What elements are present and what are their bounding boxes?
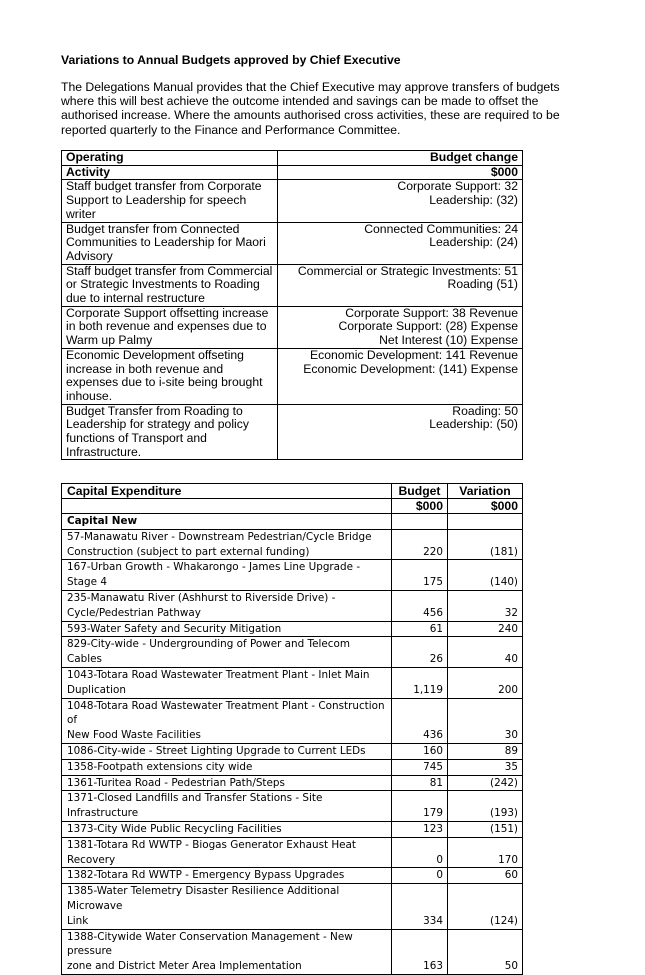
- empty-cell: [392, 514, 448, 530]
- cell-line: 1385-Water Telemetry Disaster Resilience Additional Microwave: [67, 885, 340, 912]
- capital-budget-cell: 745: [392, 759, 448, 775]
- capital-budget-cell: 160: [392, 743, 448, 759]
- capital-project-cell: [62, 775, 392, 791]
- cell-line: 235-Manawatu River (Ashhurst to Riverside Drive) -: [67, 591, 336, 604]
- operating-header-row: [62, 151, 523, 166]
- capital-project-cell: [62, 821, 392, 837]
- capital-variation-cell: 50: [448, 929, 523, 974]
- operating-change-cell: [278, 404, 523, 460]
- cell-line: 829-City-wide - Undergrounding of Power and Telecom Cables: [67, 638, 350, 666]
- capital-budget-cell: 436: [392, 698, 448, 743]
- cell-line: 593-Water Safety and Security Mitigation: [67, 622, 282, 635]
- cell-line: Communities to Leadership for Maori: [66, 235, 266, 250]
- operating-header-row: [62, 165, 523, 180]
- cell-line: writer: [66, 206, 96, 221]
- cell-line: Budget transfer from Connected: [66, 222, 240, 236]
- cell-line: New Food Waste Facilities: [67, 729, 201, 742]
- cell-line: Budget Transfer from Roading to: [66, 404, 243, 418]
- operating-row: [62, 264, 523, 306]
- operating-activity-cell: [62, 404, 278, 460]
- cell-line: 1086-City-wide - Street Lighting Upgrade to Current LEDs: [67, 744, 366, 757]
- capital-row: [62, 759, 523, 775]
- capital-budget-cell: 334: [392, 884, 448, 929]
- cell-line: Economic Development offseting: [66, 348, 244, 362]
- capital-header-cell: Budget: [392, 484, 448, 499]
- capital-variation-cell: 240: [448, 621, 523, 637]
- capital-project-cell: [62, 743, 392, 759]
- operating-change-cell: [278, 180, 523, 222]
- intro-paragraph: The Delegations Manual provides that the Chief Executive may approve transfers of budgets where this will best achieve the outcome intended and savings can be made to offset the authorised increase. Where the amounts authorised cross activities, these are required to be reported quarterly to the Finance and Performance Committee.: [61, 80, 560, 137]
- cell-line: 1381-Totara Rd WWTP - Biogas Generator Exhaust Heat Recovery: [67, 838, 357, 866]
- cell-line: 167-Urban Growth - Whakarongo - James Line Upgrade - Stage 4: [67, 561, 361, 589]
- capital-budget-cell: 123: [392, 821, 448, 837]
- cell-line: 1358-Footpath extensions city wide: [67, 760, 253, 773]
- cell-line: Leadership: (24): [429, 235, 518, 250]
- cell-line: Corporate Support: 38 Revenue: [345, 306, 518, 320]
- cell-line: Leadership: (32): [429, 193, 518, 208]
- cell-line: 1382-Totara Rd WWTP - Emergency Bypass Upgrades: [67, 869, 345, 882]
- capital-budget-cell: 0: [392, 868, 448, 884]
- operating-activity-cell: [62, 222, 278, 264]
- cell-line: Duplication: [67, 683, 126, 696]
- capital-row: [62, 837, 523, 868]
- capital-row: [62, 529, 523, 560]
- operating-activity-cell: [62, 348, 278, 404]
- capital-budget-cell: 0: [392, 837, 448, 868]
- operating-row: [62, 404, 523, 460]
- capital-variation-cell: (242): [448, 775, 523, 791]
- capital-project-cell: [62, 868, 392, 884]
- capital-variation-cell: 35: [448, 759, 523, 775]
- capital-row: [62, 743, 523, 759]
- cell-line: Economic Development: 141 Revenue: [310, 348, 518, 362]
- cell-line: Warm up Palmy: [66, 333, 153, 348]
- cell-line: Leadership for strategy and policy: [66, 417, 249, 432]
- capital-project-cell: [62, 698, 392, 743]
- capital-variation-cell: 89: [448, 743, 523, 759]
- cell-line: increase in both revenue and: [66, 361, 224, 376]
- capital-row: [62, 868, 523, 884]
- cell-line: 1361-Turitea Road - Pedestrian Path/Steps: [67, 776, 285, 789]
- cell-line: Net Interest (10) Expense: [379, 333, 518, 348]
- capital-table: [61, 483, 523, 975]
- capital-variation-cell: 30: [448, 698, 523, 743]
- capital-project-cell: [62, 529, 392, 560]
- operating-row: [62, 306, 523, 348]
- capital-budget-cell: 1,119: [392, 667, 448, 698]
- capital-budget-cell: 175: [392, 560, 448, 591]
- capital-units-cell: $000: [392, 499, 448, 514]
- capital-project-cell: [62, 560, 392, 591]
- capital-project-cell: [62, 621, 392, 637]
- capital-project-cell: [62, 884, 392, 929]
- cell-line: zone and District Meter Area Implementation: [67, 960, 302, 973]
- capital-header-row: [62, 484, 523, 499]
- capital-header-cell: Capital Expenditure: [62, 484, 392, 499]
- capital-row: [62, 775, 523, 791]
- cell-line: Infrastructure.: [66, 444, 142, 459]
- cell-line: 57-Manawatu River - Downstream Pedestrian/Cycle Bridge: [67, 530, 372, 543]
- cell-line: inhouse.: [66, 388, 113, 403]
- cell-line: Leadership: (50): [429, 417, 518, 432]
- capital-row: [62, 621, 523, 637]
- page-heading: Variations to Annual Budgets approved by Chief Executive: [61, 53, 401, 67]
- operating-row: [62, 348, 523, 404]
- cell-line: in both revenue and expenses due to: [66, 319, 267, 334]
- operating-change-cell: [278, 306, 523, 348]
- operating-change-cell: [278, 348, 523, 404]
- cell-line: Construction (subject to part external funding): [67, 545, 310, 558]
- capital-row: [62, 667, 523, 698]
- cell-line: Corporate Support: 32: [397, 179, 518, 194]
- capital-project-cell: [62, 929, 392, 974]
- capital-budget-cell: 81: [392, 775, 448, 791]
- capital-project-cell: [62, 791, 392, 822]
- capital-units-row: [62, 499, 523, 514]
- capital-row: [62, 929, 523, 974]
- cell-line: Economic Development: (141) Expense: [303, 361, 518, 376]
- capital-variation-cell: 200: [448, 667, 523, 698]
- cell-line: 1043-Totara Road Wastewater Treatment Plant - Inlet Main: [67, 668, 370, 681]
- capital-units-cell: $000: [448, 499, 523, 514]
- operating-change-cell: [278, 264, 523, 306]
- capital-section-label: Capital New: [62, 514, 392, 530]
- capital-row: [62, 821, 523, 837]
- capital-row: [62, 590, 523, 621]
- capital-project-cell: [62, 590, 392, 621]
- capital-variation-cell: 60: [448, 868, 523, 884]
- cell-line: functions of Transport and: [66, 431, 207, 446]
- capital-project-cell: [62, 637, 392, 668]
- operating-activity-cell: [62, 180, 278, 222]
- capital-variation-cell: 170: [448, 837, 523, 868]
- cell-line: 1388-Citywide Water Conservation Management - New pressure: [67, 930, 353, 958]
- capital-row: [62, 560, 523, 591]
- capital-row: [62, 637, 523, 668]
- operating-header-cell: Operating: [62, 151, 278, 166]
- capital-row: [62, 791, 523, 822]
- capital-budget-cell: 61: [392, 621, 448, 637]
- cell-line: Corporate Support: (28) Expense: [338, 319, 518, 334]
- cell-line: Staff budget transfer from Commercial: [66, 264, 273, 278]
- capital-variation-cell: (181): [448, 529, 523, 560]
- cell-line: due to internal restructure: [66, 291, 205, 306]
- operating-activity-cell: [62, 306, 278, 348]
- capital-row: [62, 698, 523, 743]
- capital-variation-cell: (193): [448, 791, 523, 822]
- capital-section-row: [62, 514, 523, 530]
- empty-cell: [448, 514, 523, 530]
- capital-budget-cell: 26: [392, 637, 448, 668]
- cell-line: 1373-City Wide Public Recycling Facilities: [67, 822, 282, 835]
- capital-budget-cell: 179: [392, 791, 448, 822]
- capital-variation-cell: (140): [448, 560, 523, 591]
- cell-line: Cycle/Pedestrian Pathway: [67, 606, 201, 619]
- capital-project-cell: [62, 759, 392, 775]
- cell-line: Corporate Support offsetting increase: [66, 306, 269, 320]
- capital-project-cell: [62, 667, 392, 698]
- capital-budget-cell: 456: [392, 590, 448, 621]
- operating-table: [61, 150, 523, 460]
- cell-line: Support to Leadership for speech: [66, 193, 247, 208]
- cell-line: Link: [67, 914, 89, 927]
- capital-row: [62, 884, 523, 929]
- operating-row: [62, 180, 523, 222]
- operating-activity-cell: [62, 264, 278, 306]
- cell-line: Advisory: [66, 248, 113, 263]
- capital-variation-cell: (124): [448, 884, 523, 929]
- capital-budget-cell: 163: [392, 929, 448, 974]
- capital-header-cell: Variation: [448, 484, 523, 499]
- cell-line: Roading: 50: [452, 404, 518, 418]
- capital-budget-cell: 220: [392, 529, 448, 560]
- operating-change-cell: [278, 222, 523, 264]
- cell-line: 1048-Totara Road Wastewater Treatment Plant - Construction of: [67, 699, 385, 727]
- cell-line: expenses due to i-site being brought: [66, 375, 263, 390]
- cell-line: or Strategic Investments to Roading: [66, 277, 260, 292]
- cell-line: 1371-Closed Landfills and Transfer Stations - Site Infrastructure: [67, 792, 323, 820]
- capital-project-cell: [62, 837, 392, 868]
- cell-line: Staff budget transfer from Corporate: [66, 179, 262, 194]
- capital-variation-cell: 32: [448, 590, 523, 621]
- operating-header-cell: Activity: [62, 165, 278, 180]
- capital-variation-cell: (151): [448, 821, 523, 837]
- capital-units-cell: [62, 499, 392, 514]
- capital-variation-cell: 40: [448, 637, 523, 668]
- operating-header-cell: $000: [278, 165, 523, 180]
- cell-line: Commercial or Strategic Investments: 51: [297, 264, 518, 278]
- cell-line: Roading (51): [447, 277, 518, 292]
- cell-line: Connected Communities: 24: [364, 222, 518, 236]
- operating-header-cell: Budget change: [278, 151, 523, 166]
- operating-row: [62, 222, 523, 264]
